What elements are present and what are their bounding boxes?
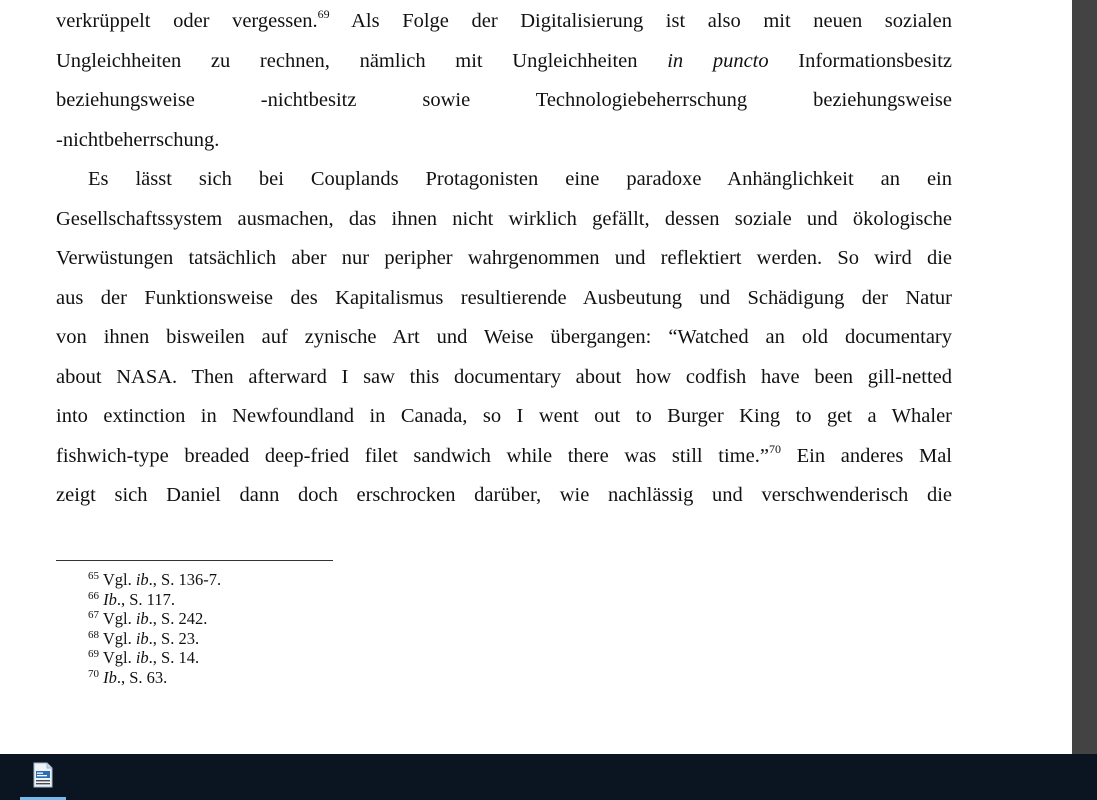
footnote-reference: 69 <box>317 7 330 21</box>
italic-text: ib <box>135 648 149 667</box>
text-line <box>56 239 952 279</box>
text-line <box>56 2 952 42</box>
footnote-number: 65 <box>88 570 99 582</box>
footnote-number: 70 <box>88 667 99 680</box>
text-line <box>56 437 952 477</box>
text-run: about NASA. Then afterward I saw this documentary about how codfish have been gill-netted <box>56 365 952 388</box>
text-line <box>56 81 952 121</box>
footnote <box>88 590 221 610</box>
text-run: verkrüppelt oder vergessen. <box>56 10 318 32</box>
text-run: Vgl. <box>99 648 136 667</box>
text-run: Ein anderes Mal <box>780 444 953 467</box>
text-run: zeigt sich Daniel dann doch erschrocken darüber, wie nachlässig und verschwenderisch die <box>56 484 952 506</box>
text-run: Vgl. <box>99 628 136 648</box>
footnote <box>88 648 221 668</box>
footnote <box>88 570 221 590</box>
text-run: von ihnen bisweilen auf zynische Art und Weise übergangen: “Watched an old documentary <box>56 326 952 348</box>
footnote-number: 66 <box>88 589 99 602</box>
page-margin <box>1062 0 1072 754</box>
text-run: Vgl. <box>99 570 136 589</box>
footnote-number: 67 <box>88 609 99 621</box>
text-line <box>56 476 952 516</box>
text-line <box>56 42 952 82</box>
text-run: Verwüstungen tatsächlich aber nur peripher wahrgenommen und reflektiert werden. So wird die <box>56 247 952 269</box>
text-line <box>56 279 952 319</box>
text-run: ., S. 136-7. <box>148 570 222 589</box>
text-line <box>56 358 952 398</box>
italic-text: Ib <box>103 667 117 687</box>
vertical-scrollbar[interactable] <box>1072 0 1097 754</box>
footnote <box>88 668 221 688</box>
footnote-number: 69 <box>88 648 99 660</box>
footnote <box>88 629 221 649</box>
text-run: ., S. 23. <box>148 628 200 648</box>
footnotes <box>88 570 221 687</box>
text-line <box>56 200 952 240</box>
footnote-separator <box>56 560 333 561</box>
italic-text: Ib <box>103 589 117 609</box>
text-run: Als Folge der Digitalisierung ist also mit neuen sozialen <box>329 10 952 32</box>
footnote-reference: 70 <box>768 441 781 456</box>
text-run: Ungleichheiten zu rechnen, nämlich mit Ungleichheiten <box>56 49 668 72</box>
text-run: Gesellschaftssystem ausmachen, das ihnen nicht wirklich gefällt, dessen soziale und ökologische <box>56 207 952 230</box>
text-run: Informationsbesitz <box>768 49 953 72</box>
italic-text: ib <box>135 628 149 648</box>
italic-text: ib <box>135 570 149 589</box>
text-run: -nichtbeherrschung. <box>56 128 220 151</box>
taskbar-document-app-button[interactable] <box>20 754 66 800</box>
italic-text: in puncto <box>667 49 769 72</box>
text-run: Es lässt sich bei Couplands Protagonisten eine paradoxe Anhänglichkeit an ein <box>88 168 952 190</box>
text-run: fishwich-type breaded deep-fried filet sandwich while there was still time.” <box>56 444 769 467</box>
text-run: ., S. 117. <box>116 589 175 609</box>
text-line <box>56 397 952 437</box>
text-line <box>56 121 952 161</box>
text-run: beziehungsweise -nichtbesitz sowie Technologiebeherrschung beziehungsweise <box>56 89 952 111</box>
italic-text: ib <box>135 609 149 628</box>
text-run: ., S. 63. <box>116 667 168 687</box>
taskbar <box>0 754 1097 800</box>
document-app-icon <box>32 762 54 788</box>
text-run: into extinction in Newfoundland in Canada, so I went out to Burger King to get a Whaler <box>56 405 952 427</box>
text-run: Vgl. <box>99 609 136 628</box>
body-text <box>56 2 952 516</box>
text-line <box>56 160 952 200</box>
footnote <box>88 609 221 629</box>
text-run: ., S. 242. <box>148 609 208 628</box>
footnote-number: 68 <box>88 628 99 641</box>
text-run: ., S. 14. <box>148 648 200 667</box>
text-line <box>56 318 952 358</box>
text-run: aus der Funktionsweise des Kapitalismus resultierende Ausbeutung und Schädigung der Natur <box>56 286 952 309</box>
